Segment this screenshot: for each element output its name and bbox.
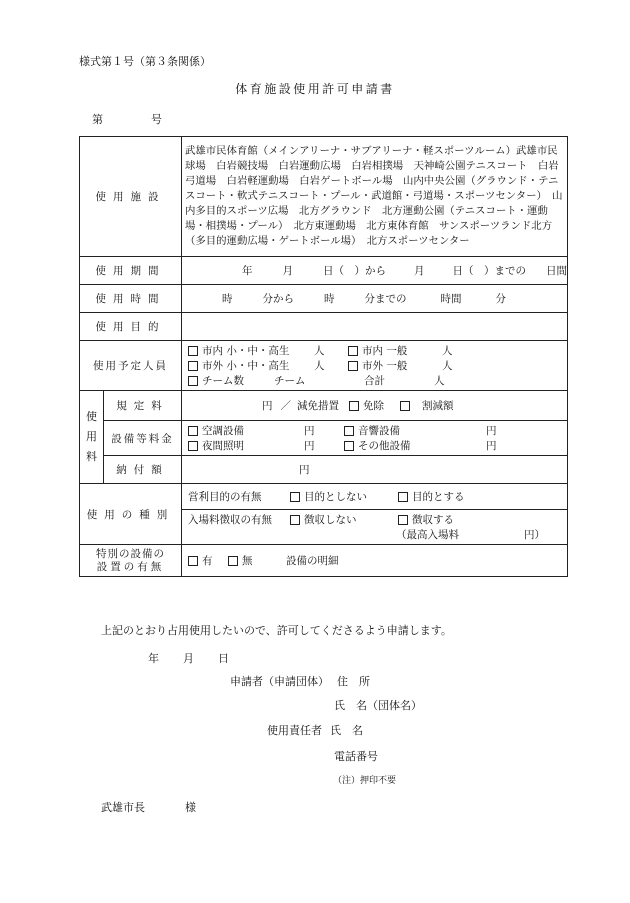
sound-checkbox[interactable] [344, 426, 354, 436]
number-dai: 第 [92, 113, 103, 126]
purpose-field[interactable] [182, 313, 568, 341]
date-line[interactable] [148, 650, 229, 666]
period-day-from: 日（ ）から [323, 265, 386, 277]
address-label: 住 所 [337, 675, 370, 688]
paid-yen: 円 [299, 464, 310, 476]
admission-question: 入場料徴収の有無 [188, 514, 272, 526]
special-details-label: 設備の明細 [286, 555, 339, 567]
admission-field[interactable] [182, 510, 568, 545]
time-field[interactable] [182, 285, 568, 313]
teams-checkbox[interactable] [188, 376, 198, 386]
period-days: 日間 [546, 265, 567, 277]
profit-question: 営利目的の有無 [188, 491, 262, 503]
equip-fee-label: 設備等料金 [104, 421, 182, 456]
base-fee-field[interactable] [182, 391, 568, 421]
other-equip-yen: 円 [486, 440, 497, 452]
facility-label: 使用施設 [80, 137, 182, 257]
period-label: 使用期間 [80, 257, 182, 285]
total-unit: 人 [434, 375, 445, 387]
applicant-label: 申請者（申請団体） [230, 675, 329, 688]
city-student-label: 市内 小・中・高生 [202, 345, 290, 357]
special-no-checkbox[interactable] [228, 556, 238, 566]
special-field[interactable] [182, 545, 568, 577]
ac-checkbox[interactable] [188, 426, 198, 436]
applicant-name-label: 氏 名（団体名） [334, 699, 422, 712]
tel-label: 電話番号 [334, 750, 378, 763]
sound-yen: 円 [486, 425, 497, 437]
time-hour-from: 時 [222, 293, 233, 305]
responsible-name-label: 氏 名 [330, 724, 363, 737]
teams-label: チーム数 [202, 375, 244, 387]
time-hours: 時間 [440, 293, 462, 305]
purpose-label: 使用目的 [80, 313, 182, 341]
responsible-label: 使用責任者 [267, 724, 322, 737]
measures-label: 減免措置 [297, 400, 339, 412]
night-light-checkbox[interactable] [188, 441, 198, 451]
statement-text: 上記のとおり占用使用したいので、許可してくださるよう申請します。 [101, 624, 452, 637]
reduce-checkbox[interactable] [400, 401, 410, 411]
ac-yen: 円 [304, 425, 315, 437]
applicant-line [230, 673, 370, 689]
admission-yes-label: 徴収する [412, 514, 454, 526]
night-light-yen: 円 [304, 440, 315, 452]
outside-general-label: 市外 一般 [362, 360, 408, 372]
ac-label: 空調設備 [202, 425, 244, 437]
admission-no-label: 徴収しない [304, 514, 357, 526]
other-equip-label: その他設備 [358, 440, 411, 452]
addressee [101, 799, 196, 815]
application-table [79, 136, 568, 577]
outside-student-unit: 人 [314, 360, 325, 372]
time-minutes: 分 [495, 293, 506, 305]
total-label: 合計 [364, 375, 385, 387]
mayor-label: 武雄市長 [101, 801, 145, 814]
sound-label: 音響設備 [358, 425, 400, 437]
date-day: 日 [218, 652, 229, 665]
night-light-label: 夜間照明 [202, 440, 244, 452]
time-hour-to: 時 [324, 293, 335, 305]
outside-student-checkbox[interactable] [188, 361, 198, 371]
profit-yes-checkbox[interactable] [398, 492, 408, 502]
max-fee-yen: 円） [524, 529, 545, 541]
paid-label: 納付額 [104, 456, 182, 484]
special-label-line-1: 特別の設備の [96, 547, 165, 560]
profit-yes-label: 目的とする [412, 491, 465, 503]
paid-field[interactable] [182, 456, 568, 484]
fee-group-label [80, 391, 104, 484]
city-general-label: 市内 一般 [362, 345, 408, 357]
period-month-2: 月 [414, 265, 425, 277]
responsible-line [267, 722, 363, 738]
exempt-checkbox[interactable] [349, 401, 359, 411]
profit-no-label: 目的としない [304, 491, 367, 503]
special-label-line-2: 設置の有無 [96, 560, 165, 573]
reduce-label: 割減額 [422, 400, 454, 412]
number-go: 号 [151, 113, 162, 126]
city-student-unit: 人 [314, 345, 325, 357]
outside-general-checkbox[interactable] [348, 361, 358, 371]
profit-no-checkbox[interactable] [290, 492, 300, 502]
special-yes-label: 有 [202, 555, 213, 567]
period-field[interactable] [182, 257, 568, 285]
exempt-label: 免除 [363, 400, 384, 412]
base-fee-slash: ／ [280, 400, 291, 412]
fee-group-char-1: 使 [86, 410, 97, 423]
base-fee-label: 規定料 [104, 391, 182, 421]
city-general-unit: 人 [442, 345, 453, 357]
fee-group-char-3: 料 [86, 450, 97, 463]
city-student-checkbox[interactable] [188, 346, 198, 356]
date-month: 月 [183, 652, 194, 665]
people-label: 使用予定人員 [80, 341, 182, 391]
profit-field[interactable] [182, 484, 568, 510]
time-label: 使用時間 [80, 285, 182, 313]
special-yes-checkbox[interactable] [188, 556, 198, 566]
period-year: 年 [242, 265, 253, 277]
people-field[interactable] [182, 341, 568, 391]
time-minute-to: 分までの [364, 293, 407, 305]
stamp-note: （注）押印不要 [333, 776, 397, 786]
form-number: 様式第１号（第３条関係） [79, 55, 211, 68]
base-fee-yen: 円 [262, 400, 273, 412]
period-day-to: 日（ ）までの [452, 265, 526, 277]
admission-yes-checkbox[interactable] [398, 515, 408, 525]
fee-group-char-2: 用 [86, 430, 97, 443]
city-general-checkbox[interactable] [348, 346, 358, 356]
outside-general-unit: 人 [442, 360, 453, 372]
special-label [80, 545, 182, 577]
sama-label: 様 [185, 801, 196, 814]
admission-no-checkbox[interactable] [290, 515, 300, 525]
page-title: 体育施設使用許可申請書 [235, 82, 395, 96]
facility-list[interactable]: 武雄市民体育館（メインアリーナ・サブアリーナ・軽スポーツルーム）武雄市民球場 白岩競技場 白岩運動広場 白岩相撲場 天神崎公園テニスコート 白岩弓道場 白岩軽運動場 白岩ゲートボール場 山内中央公園（グラウンド・テニスコート・軟式テニスコート・プール・武道館・弓道場・スポーツセンター） 山内多目的スポーツ広場 北方グラウンド 北方運動公園（テニスコート・運動場・相撲場・プール） 北方東運動場 北方東体育館 サンスポーツランド北方（多目的運動広場・ゲートボール場） 北方スポーツセンター [182, 137, 568, 257]
type-label: 使用の種別 [80, 484, 182, 545]
teams-unit: チーム [274, 375, 306, 387]
outside-student-label: 市外 小・中・高生 [202, 360, 290, 372]
period-month: 月 [282, 265, 293, 277]
max-fee-label: （最高入場料 [396, 529, 459, 541]
time-minute-from: 分から [262, 293, 294, 305]
application-number [92, 111, 162, 127]
special-no-label: 無 [242, 555, 253, 567]
other-equip-checkbox[interactable] [344, 441, 354, 451]
date-year: 年 [148, 652, 159, 665]
equip-fee-field[interactable] [182, 421, 568, 456]
